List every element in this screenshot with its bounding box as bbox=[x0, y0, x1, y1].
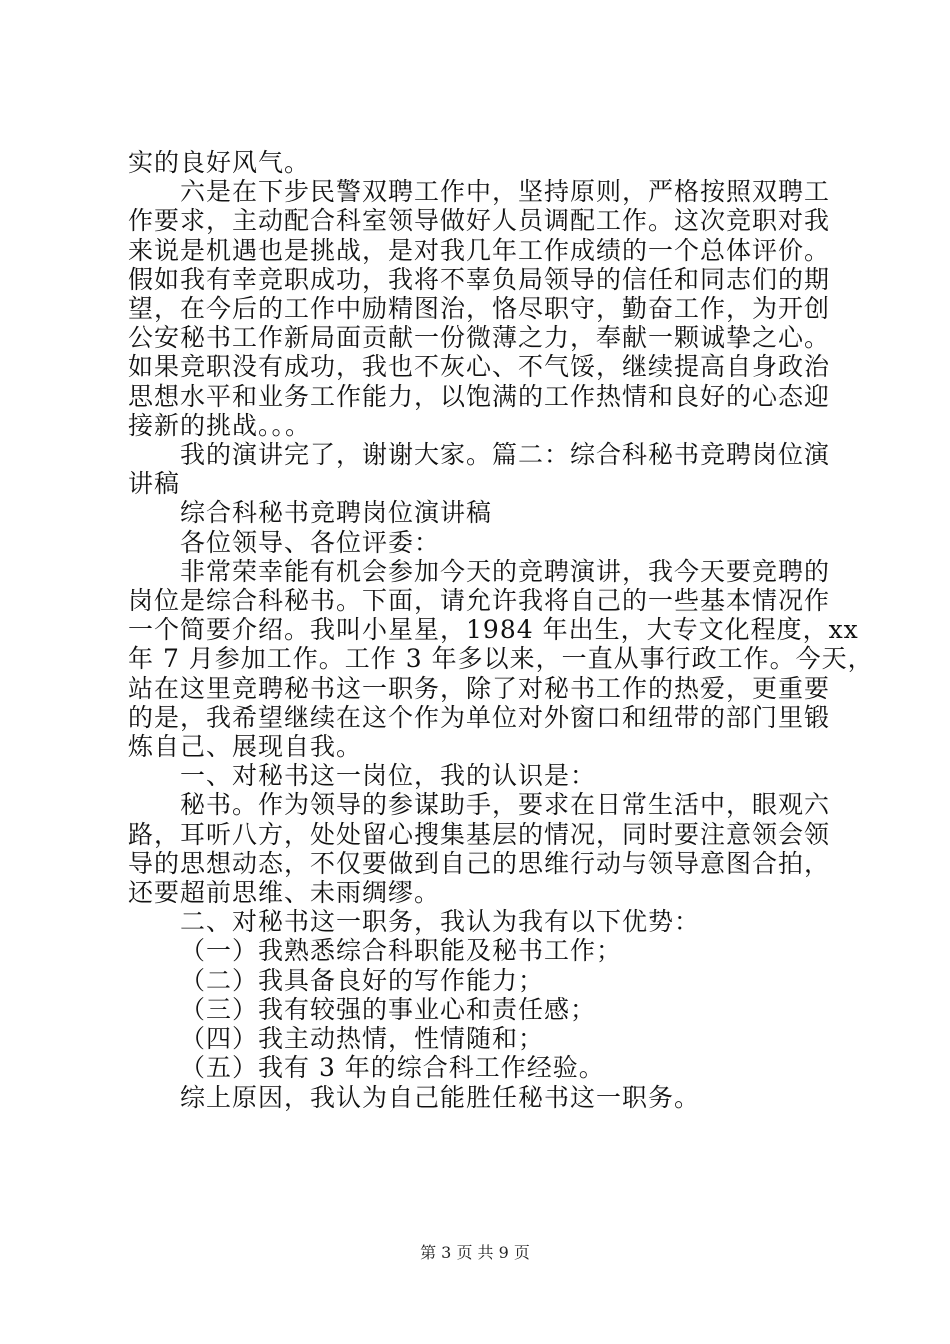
text-line: 秘书。作为领导的参谋助手，要求在日常生活中，眼观六 bbox=[180, 790, 831, 820]
list-item: （五）我有 3 年的综合科工作经验。 bbox=[180, 1053, 605, 1083]
list-item: （二）我具备良好的写作能力； bbox=[180, 965, 545, 995]
text-line: 如果竞职没有成功，我也不灰心、不气馁，继续提高自身政治 bbox=[128, 352, 831, 382]
section-title: 综合科秘书竞聘岗位演讲稿 bbox=[180, 498, 493, 528]
text-line: 实的良好风气。 bbox=[128, 148, 311, 177]
text-line: 还要超前思维、未雨绸缪。 bbox=[128, 878, 441, 908]
text-line: 思想水平和业务工作能力，以饱满的工作热情和良好的心态迎 bbox=[128, 381, 831, 411]
text-line: 公安秘书工作新局面贡献一份微薄之力，奉献一颗诚挚之心。 bbox=[128, 323, 831, 353]
text-line: 炼自己、展现自我。 bbox=[128, 732, 363, 762]
text-line: 讲稿 bbox=[128, 469, 181, 499]
text-line: 岗位是综合科秘书。下面，请允许我将自己的一些基本情况作 bbox=[128, 586, 831, 616]
list-item: （一）我熟悉综合科职能及秘书工作； bbox=[180, 936, 623, 966]
text-line: 接新的挑战。。。 bbox=[128, 410, 312, 440]
text-line: 路，耳听八方，处处留心搜集基层的情况，同时要注意领会领 bbox=[128, 819, 831, 849]
heading-line: 一、对秘书这一岗位，我的认识是： bbox=[180, 761, 597, 791]
text-line: 来说是机遇也是挑战，是对我几年工作成绩的一个总体评价。 bbox=[128, 235, 831, 265]
text-line: 假如我有幸竞职成功，我将不辜负局领导的信任和同志们的期 bbox=[128, 264, 831, 294]
text-line: 六是在下步民警双聘工作中，坚持原则，严格按照双聘工 bbox=[180, 177, 831, 207]
text-line: 我的演讲完了，谢谢大家。篇二：综合科秘书竞聘岗位演 bbox=[180, 440, 831, 470]
text-line: 站在这里竞聘秘书这一职务，除了对秘书工作的热爱，更重要 bbox=[128, 673, 831, 703]
text-line: 的是，我希望继续在这个作为单位对外窗口和纽带的部门里锻 bbox=[128, 702, 831, 732]
text-line: 综上原因，我认为自己能胜任秘书这一职务。 bbox=[180, 1082, 701, 1112]
text-line: 非常荣幸能有机会参加今天的竞聘演讲，我今天要竞聘的 bbox=[180, 556, 831, 586]
heading-line: 二、对秘书这一职务，我认为我有以下优势： bbox=[180, 907, 701, 937]
list-item: （四）我主动热情，性情随和； bbox=[180, 1024, 545, 1054]
document-body bbox=[128, 148, 874, 1112]
salutation: 各位领导、各位评委： bbox=[180, 527, 441, 557]
page-number: 第 3 页 共 9 页 bbox=[420, 1243, 530, 1262]
text-line: 望，在今后的工作中励精图治，恪尽职守，勤奋工作，为开创 bbox=[128, 294, 831, 324]
text-line: 作要求，主动配合科室领导做好人员调配工作。这次竞职对我 bbox=[128, 206, 831, 236]
text-line: 导的思想动态，不仅要做到自己的思维行动与领导意图合拍， bbox=[128, 848, 831, 878]
text-line: 一个简要介绍。我叫小星星，1984 年出生，大专文化程度，xx bbox=[128, 615, 859, 645]
text-line: 年 7 月参加工作。工作 3 年多以来，一直从事行政工作。今天， bbox=[128, 644, 874, 674]
list-item: （三）我有较强的事业心和责任感； bbox=[180, 994, 597, 1024]
